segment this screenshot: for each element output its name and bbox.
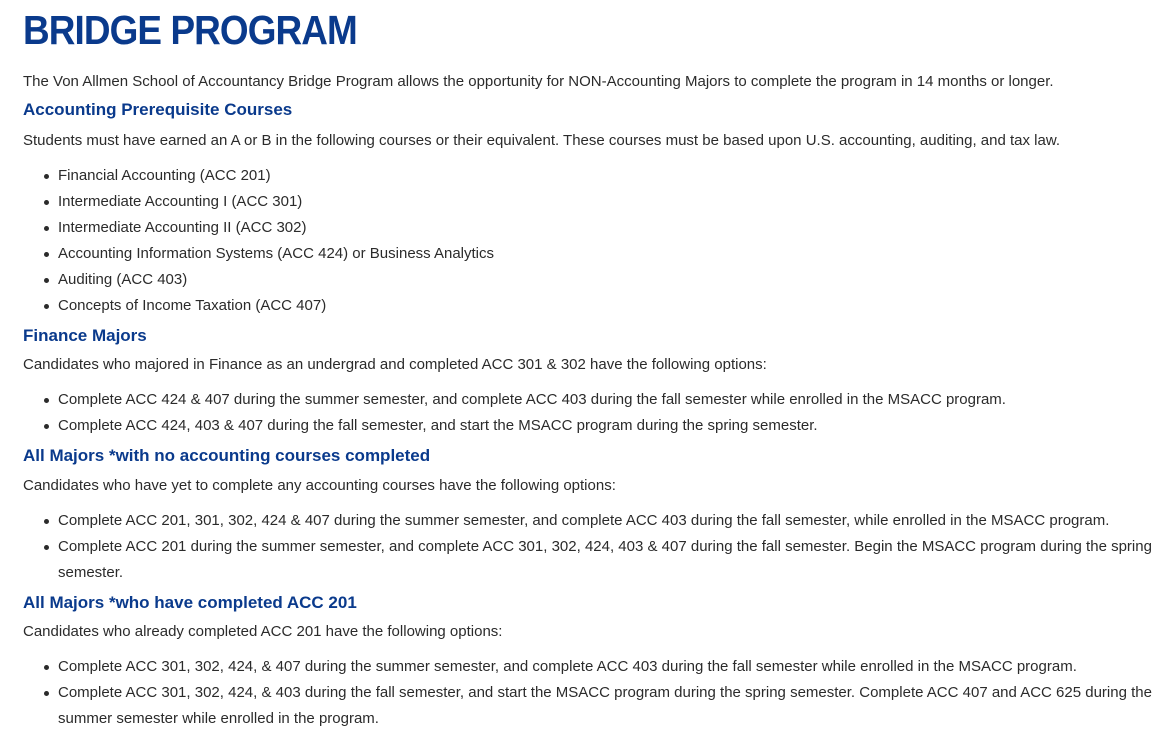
intro-text: The Von Allmen School of Accountancy Bridge Program allows the opportunity for NON-Accounting Majors to complete the program in 14 months or longer. — [23, 73, 1054, 90]
section-text-prerequisites: Students must have earned an A or B in the following courses or their equivalent. These courses must be based upon U.S. accounting, auditing, and tax law. — [23, 132, 1061, 149]
completed-acc201-options-list — [23, 654, 1172, 732]
section-text-completed-acc201: Candidates who already completed ACC 201 have the following options: — [23, 623, 503, 640]
list-item: Complete ACC 424 & 407 during the summer semester, and complete ACC 403 during the fall semester while enrolled in the MSACC program. — [58, 387, 1172, 413]
list-item: Auditing (ACC 403) — [58, 267, 1172, 293]
section-text-no-accounting: Candidates who have yet to complete any accounting courses have the following options: — [23, 477, 616, 494]
section-heading-finance-majors: Finance Majors — [23, 326, 147, 345]
list-item: Complete ACC 301, 302, 424, & 403 during the fall semester, and start the MSACC program during the spring semester. Complete ACC 407 and ACC 625 during the summer semester while enrolled in the program. — [58, 680, 1172, 732]
section-heading-no-accounting: All Majors *with no accounting courses completed — [23, 446, 431, 465]
prerequisite-list — [23, 163, 1172, 319]
list-item: Complete ACC 424, 403 & 407 during the fall semester, and start the MSACC program during the spring semester. — [58, 413, 1172, 439]
no-accounting-options-list — [23, 508, 1172, 586]
list-item: Accounting Information Systems (ACC 424) or Business Analytics — [58, 241, 1172, 267]
finance-options-list — [23, 387, 1172, 439]
list-item: Concepts of Income Taxation (ACC 407) — [58, 293, 1172, 319]
list-item: Intermediate Accounting I (ACC 301) — [58, 189, 1172, 215]
section-text-finance-majors: Candidates who majored in Finance as an undergrad and completed ACC 301 & 302 have the following options: — [23, 356, 767, 373]
page-title: BRIDGE PROGRAM — [23, 7, 357, 53]
list-item: Intermediate Accounting II (ACC 302) — [58, 215, 1172, 241]
list-item: Financial Accounting (ACC 201) — [58, 163, 1172, 189]
list-item: Complete ACC 201 during the summer semester, and complete ACC 301, 302, 424, 403 & 407 during the fall semester. Begin the MSACC program during the spring semester. — [58, 534, 1172, 586]
section-heading-completed-acc201: All Majors *who have completed ACC 201 — [23, 593, 357, 612]
list-item: Complete ACC 301, 302, 424, & 407 during the summer semester, and complete ACC 403 during the fall semester while enrolled in the MSACC program. — [58, 654, 1172, 680]
list-item: Complete ACC 201, 301, 302, 424 & 407 during the summer semester, and complete ACC 403 during the fall semester, while enrolled in the MSACC program. — [58, 508, 1172, 534]
section-heading-prerequisites: Accounting Prerequisite Courses — [23, 100, 293, 119]
